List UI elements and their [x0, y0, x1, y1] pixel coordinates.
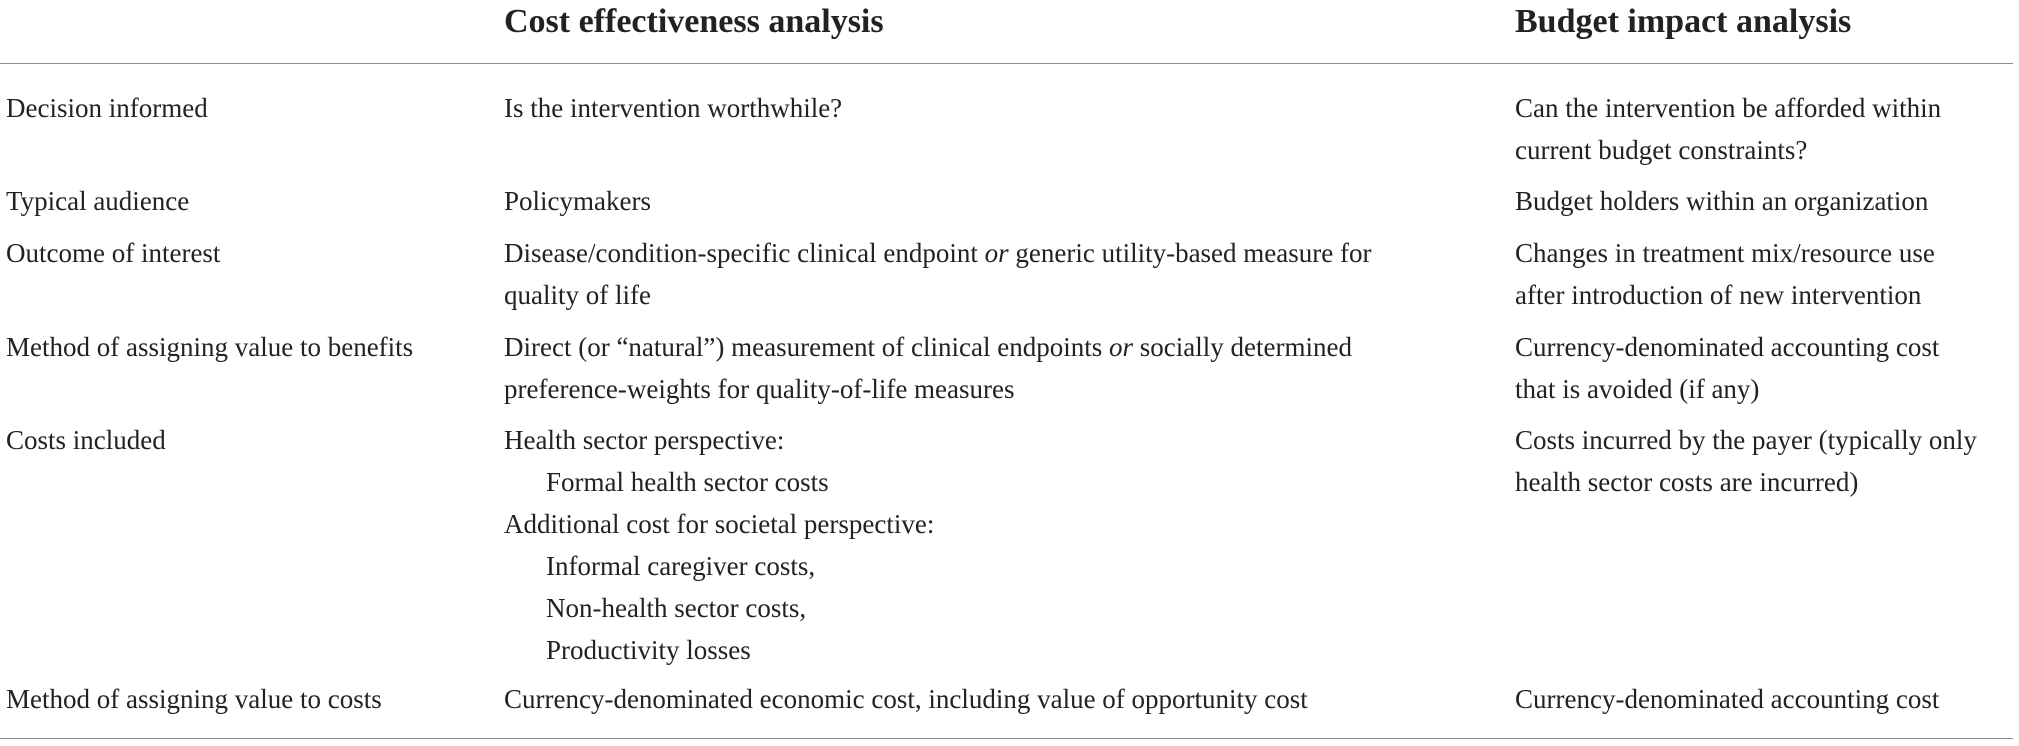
bia-costs-included	[1515, 419, 1977, 503]
row-label-costs-included: Costs included	[6, 425, 166, 455]
cea-text: Currency-denominated economic cost, including value of opportunity cost	[504, 684, 1308, 714]
cea-text-segment: Direct (or “natural”) measurement of clinical endpoints	[504, 332, 1103, 362]
cea-text-segment: Disease/condition-specific clinical endpoint	[504, 238, 978, 268]
row-label-typical-audience: Typical audience	[6, 186, 190, 216]
row-label-decision-informed: Decision informed	[6, 93, 208, 123]
bia-typical-audience	[1515, 180, 1928, 222]
bia-text: health sector costs are incurred)	[1515, 467, 1859, 497]
row-label-value-benefits: Method of assigning value to benefits	[6, 332, 414, 362]
cea-text-segment: socially determined	[1139, 332, 1352, 362]
bia-text: after introduction of new intervention	[1515, 280, 1922, 310]
bia-text: Costs incurred by the payer (typically only	[1515, 425, 1977, 455]
bia-text: Changes in treatment mix/resource use	[1515, 238, 1935, 268]
cea-text-line	[504, 326, 1352, 368]
cea-text-line	[504, 232, 1371, 274]
header-cost-effectiveness: Cost effectiveness analysis	[504, 3, 884, 40]
cea-text: Is the intervention worthwhile?	[504, 93, 843, 123]
emphasis-or: or	[1109, 332, 1134, 362]
cea-typical-audience	[504, 180, 651, 222]
cea-subitem: Productivity losses	[546, 635, 751, 665]
bia-text: Currency-denominated accounting cost	[1515, 684, 1940, 714]
cea-outcome-of-interest	[504, 232, 1371, 316]
bia-decision-informed	[1515, 87, 1941, 171]
row-label-outcome-of-interest: Outcome of interest	[6, 238, 221, 268]
header-rule	[0, 63, 2013, 64]
row-label-value-costs: Method of assigning value to costs	[6, 684, 382, 714]
bia-value-benefits	[1515, 326, 1939, 410]
bia-text: current budget constraints?	[1515, 135, 1808, 165]
emphasis-or: or	[984, 238, 1009, 268]
cea-text: quality of life	[504, 280, 651, 310]
cea-value-benefits	[504, 326, 1352, 410]
bia-text: Can the intervention be afforded within	[1515, 93, 1942, 123]
bia-text: Currency-denominated accounting cost	[1515, 332, 1940, 362]
bia-outcome-of-interest	[1515, 232, 1935, 316]
cea-value-costs	[504, 678, 1308, 720]
bia-text: that is avoided (if any)	[1515, 374, 1760, 404]
cea-text: Additional cost for societal perspective:	[504, 509, 935, 539]
cea-costs-included	[504, 419, 934, 671]
bia-text: Budget holders within an organization	[1515, 186, 1929, 216]
header-budget-impact: Budget impact analysis	[1515, 3, 1852, 40]
cea-subitem: Formal health sector costs	[546, 467, 829, 497]
bottom-rule	[0, 738, 2013, 739]
cea-subitem: Non-health sector costs,	[546, 593, 807, 623]
bia-value-costs	[1515, 678, 1939, 720]
cea-subitem: Informal caregiver costs,	[546, 551, 816, 581]
cea-text-segment: generic utility-based measure for	[1015, 238, 1372, 268]
cea-text: Policymakers	[504, 186, 651, 216]
cea-decision-informed	[504, 87, 842, 129]
cea-text: Health sector perspective:	[504, 425, 785, 455]
cea-text: preference-weights for quality-of-life measures	[504, 374, 1015, 404]
